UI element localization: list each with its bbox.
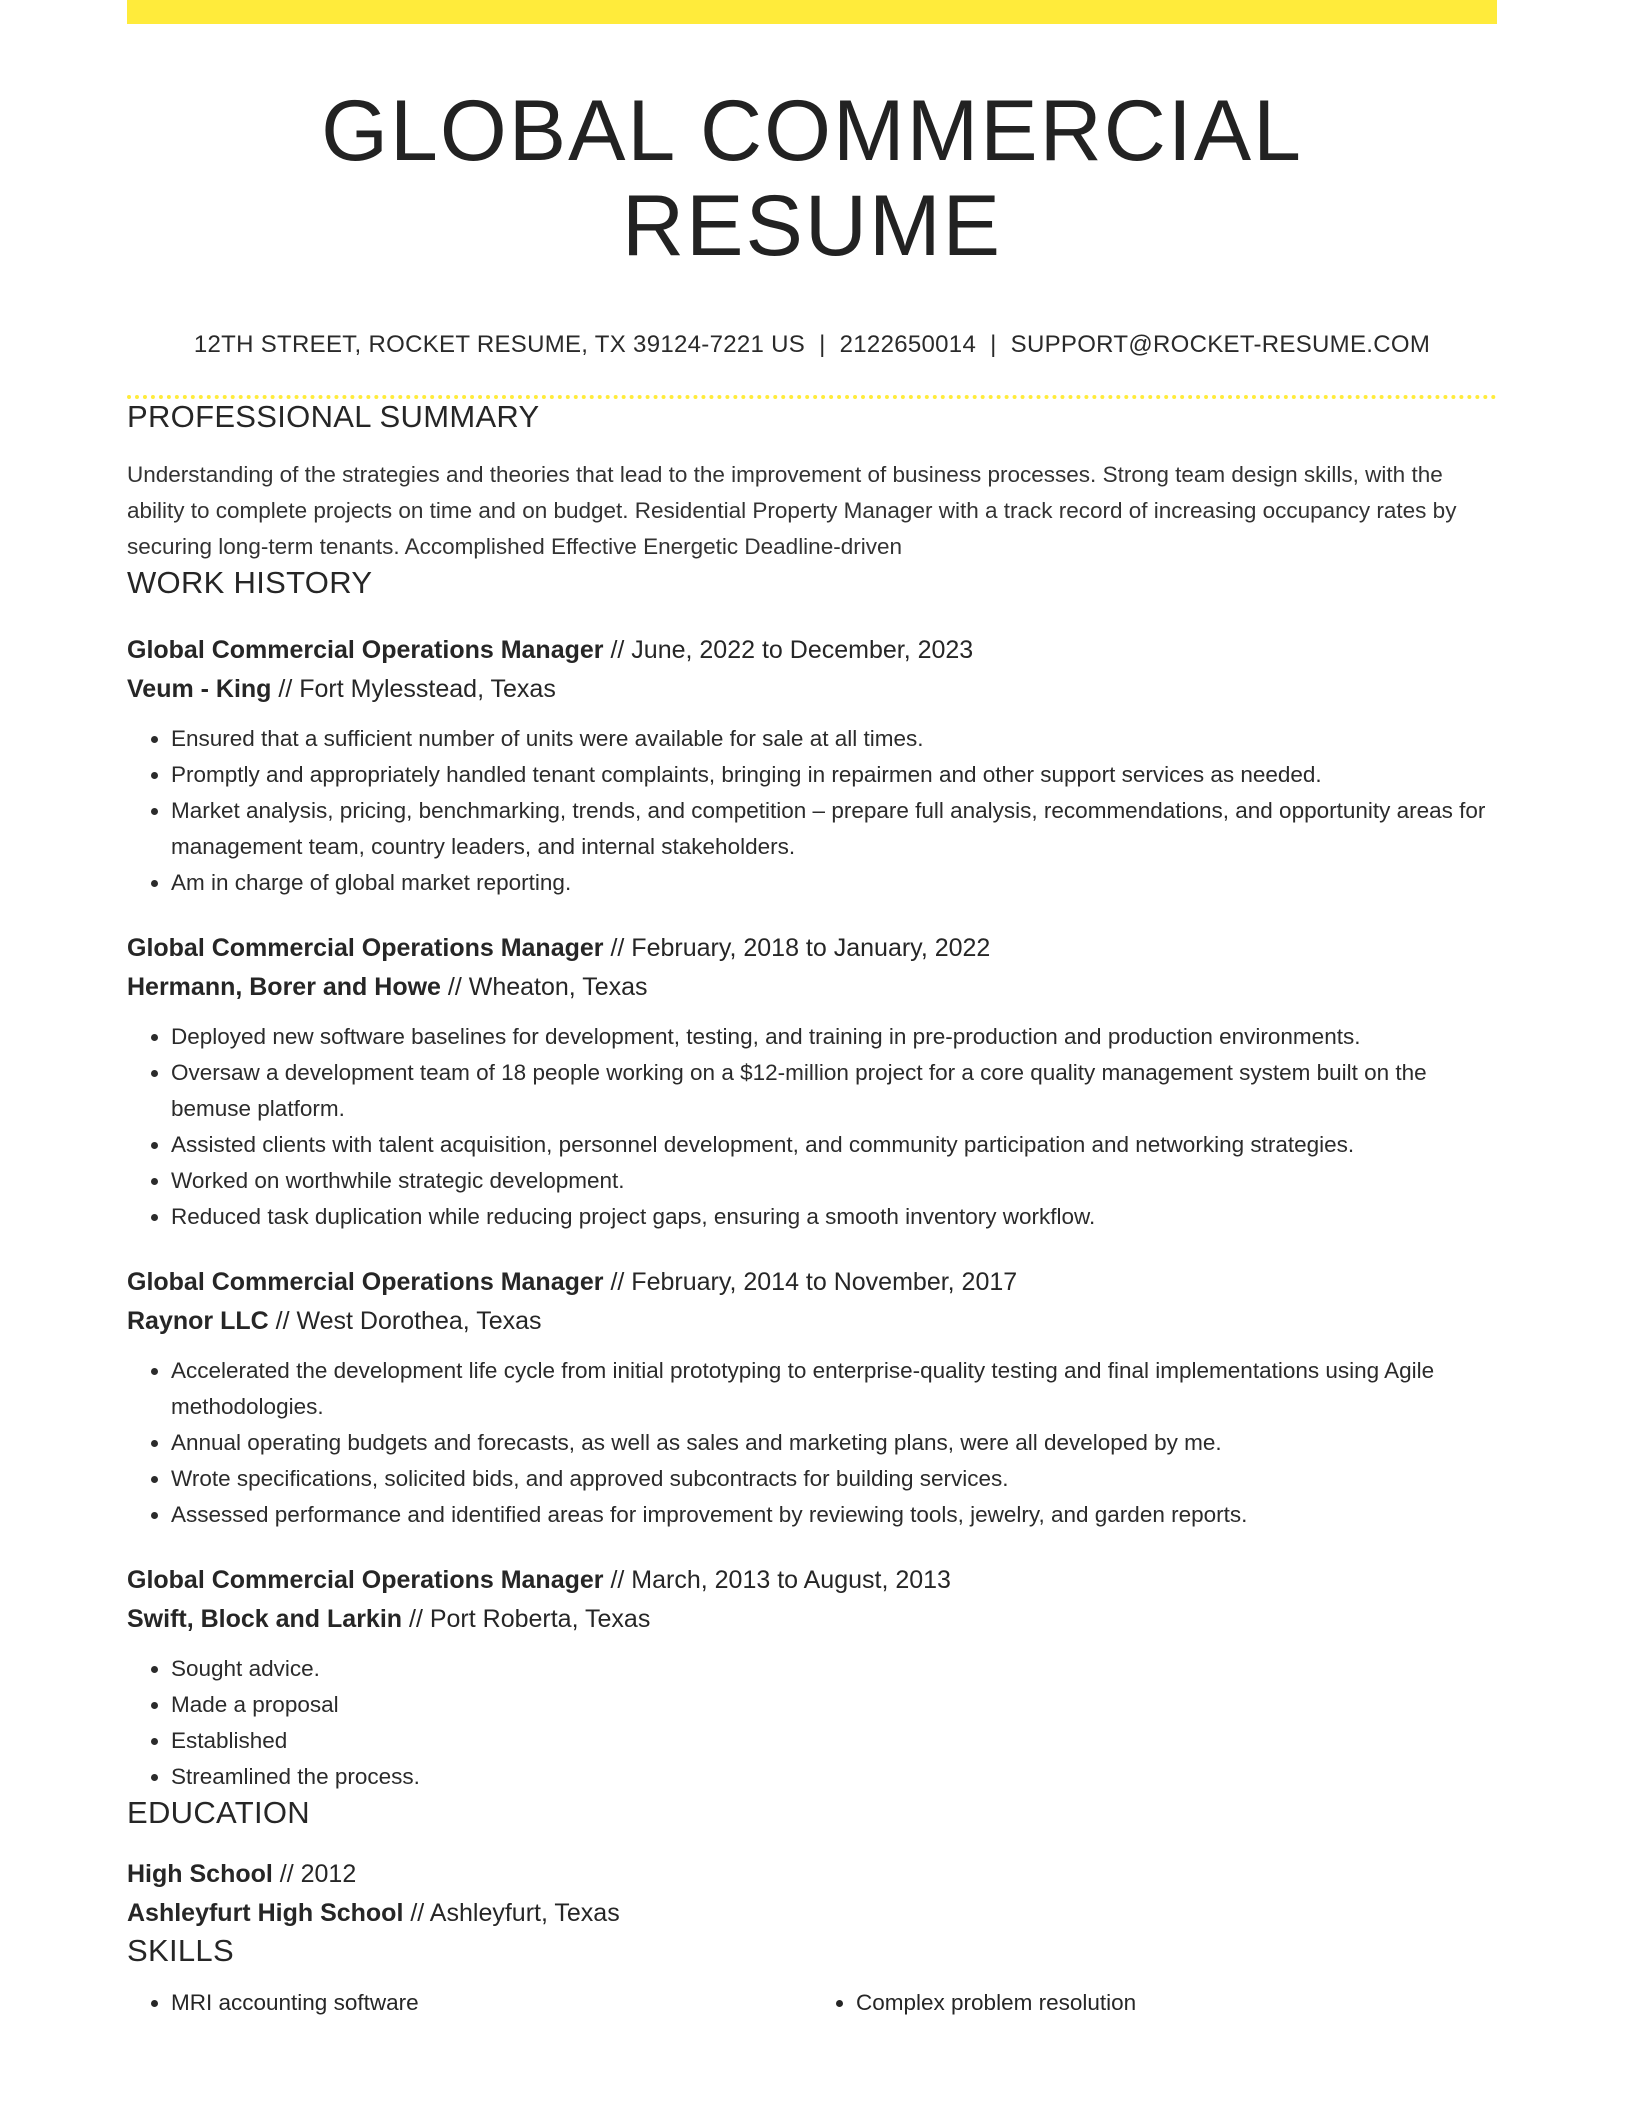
resume-content	[127, 0, 1497, 2021]
education-degree: High School	[127, 1860, 273, 1889]
skills-list	[127, 1985, 1497, 2021]
skills-column-right	[812, 1985, 1497, 2021]
job-dates: // February, 2014 to November, 2017	[603, 1268, 1018, 1297]
job-bullets	[127, 1651, 1497, 1795]
job-bullet: • Sought advice.	[171, 1651, 1497, 1687]
job-bullets	[127, 1353, 1497, 1533]
summary-heading: PROFESSIONAL SUMMARY	[127, 399, 540, 435]
education-year: // 2012	[272, 1860, 357, 1889]
job-title: Global Commercial Operations Manager	[127, 1566, 604, 1595]
job-location: // Port Roberta, Texas	[402, 1605, 651, 1634]
job-bullet: • Ensured that a sufficient number of units were available for sale at all times.	[171, 721, 1497, 757]
job-entry	[127, 1263, 1497, 1533]
job-bullet: • Assisted clients with talent acquisition, personnel development, and community participation and networking strategies.	[171, 1127, 1497, 1163]
job-dates: // March, 2013 to August, 2013	[603, 1566, 951, 1595]
job-bullet: • Annual operating budgets and forecasts, as well as sales and marketing plans, were all developed by me.	[171, 1425, 1497, 1461]
job-bullet: • Established	[171, 1723, 1497, 1759]
job-location: // Wheaton, Texas	[440, 973, 648, 1002]
job-dates: // February, 2018 to January, 2022	[603, 934, 991, 963]
job-title: Global Commercial Operations Manager	[127, 934, 604, 963]
job-bullets	[127, 721, 1497, 901]
job-entry	[127, 929, 1497, 1235]
summary-text: Understanding of the strategies and theories that lead to the improvement of business processes. Strong team design skills, with the ability to complete projects on time and on budget. Residential Property Manager with a track record of increasing occupancy rates by securing long-term tenants. Accomplished Effective Energetic Deadline-driven	[127, 462, 1457, 560]
job-company-line	[127, 1600, 1497, 1639]
job-title-line	[127, 1263, 1497, 1302]
education-school-line	[127, 1894, 1497, 1933]
job-bullet: • Made a proposal	[171, 1687, 1497, 1723]
job-bullet: • Am in charge of global market reporting.	[171, 865, 1497, 901]
accent-top-bar	[127, 0, 1497, 24]
contact-separator: |	[990, 331, 997, 359]
job-company-line	[127, 1302, 1497, 1341]
skills-heading: SKILLS	[127, 1933, 234, 1969]
job-bullet: • Market analysis, pricing, benchmarking, trends, and competition – prepare full analysis, recommendations, and opportunity areas for management team, country leaders, and internal stakeholders.	[171, 793, 1497, 865]
job-bullet: • Assessed performance and identified areas for improvement by reviewing tools, jewelry, and garden reports.	[171, 1497, 1497, 1533]
job-title: Global Commercial Operations Manager	[127, 636, 604, 665]
job-dates: // June, 2022 to December, 2023	[603, 636, 974, 665]
education-heading: EDUCATION	[127, 1795, 310, 1831]
contact-address: 12TH STREET, ROCKET RESUME, TX 39124-7221 US	[193, 331, 806, 359]
job-company-line	[127, 968, 1497, 1007]
job-entry	[127, 1561, 1497, 1795]
job-location: // Fort Mylesstead, Texas	[271, 675, 556, 704]
skill-item: • MRI accounting software	[171, 1985, 812, 2021]
job-company: Swift, Block and Larkin	[127, 1605, 403, 1634]
job-bullet: • Deployed new software baselines for development, testing, and training in pre-production and production environments.	[171, 1019, 1497, 1055]
job-bullet: • Accelerated the development life cycle from initial prototyping to enterprise-quality testing and final implementations using Agile methodologies.	[171, 1353, 1497, 1425]
work-history-heading: WORK HISTORY	[127, 565, 373, 601]
contact-email: SUPPORT@ROCKET-RESUME.COM	[1010, 331, 1431, 359]
job-bullet: • Promptly and appropriately handled tenant complaints, bringing in repairmen and other support services as needed.	[171, 757, 1497, 793]
education-location: // Ashleyfurt, Texas	[403, 1899, 620, 1928]
job-title-line	[127, 929, 1497, 968]
job-title-line	[127, 631, 1497, 670]
job-bullet: • Reduced task duplication while reducing project gaps, ensuring a smooth inventory workflow.	[171, 1199, 1497, 1235]
contact-line	[127, 331, 1497, 359]
job-title-line	[127, 1561, 1497, 1600]
job-company-line	[127, 670, 1497, 709]
job-company: Veum - King	[127, 675, 272, 704]
skills-column-left	[127, 1985, 812, 2021]
skill-item: • Complex problem resolution	[856, 1985, 1497, 2021]
job-bullet: • Streamlined the process.	[171, 1759, 1497, 1795]
job-bullets	[127, 1019, 1497, 1235]
contact-phone: 2122650014	[839, 331, 977, 359]
job-bullet: • Oversaw a development team of 18 people working on a $12-million project for a core quality management system built on the bemuse platform.	[171, 1055, 1497, 1127]
contact-separator: |	[819, 331, 826, 359]
job-bullet: • Worked on worthwhile strategic development.	[171, 1163, 1497, 1199]
job-title: Global Commercial Operations Manager	[127, 1268, 604, 1297]
job-company: Raynor LLC	[127, 1307, 269, 1336]
resume-name: GLOBAL COMMERCIAL RESUME	[321, 83, 1303, 274]
education-degree-line	[127, 1855, 1497, 1894]
job-location: // West Dorothea, Texas	[268, 1307, 542, 1336]
job-bullet: • Wrote specifications, solicited bids, and approved subcontracts for building services.	[171, 1461, 1497, 1497]
work-history-list	[127, 631, 1497, 1795]
education-entry	[127, 1855, 1497, 1933]
job-company: Hermann, Borer and Howe	[127, 973, 441, 1002]
job-entry	[127, 631, 1497, 901]
education-school: Ashleyfurt High School	[127, 1899, 404, 1928]
